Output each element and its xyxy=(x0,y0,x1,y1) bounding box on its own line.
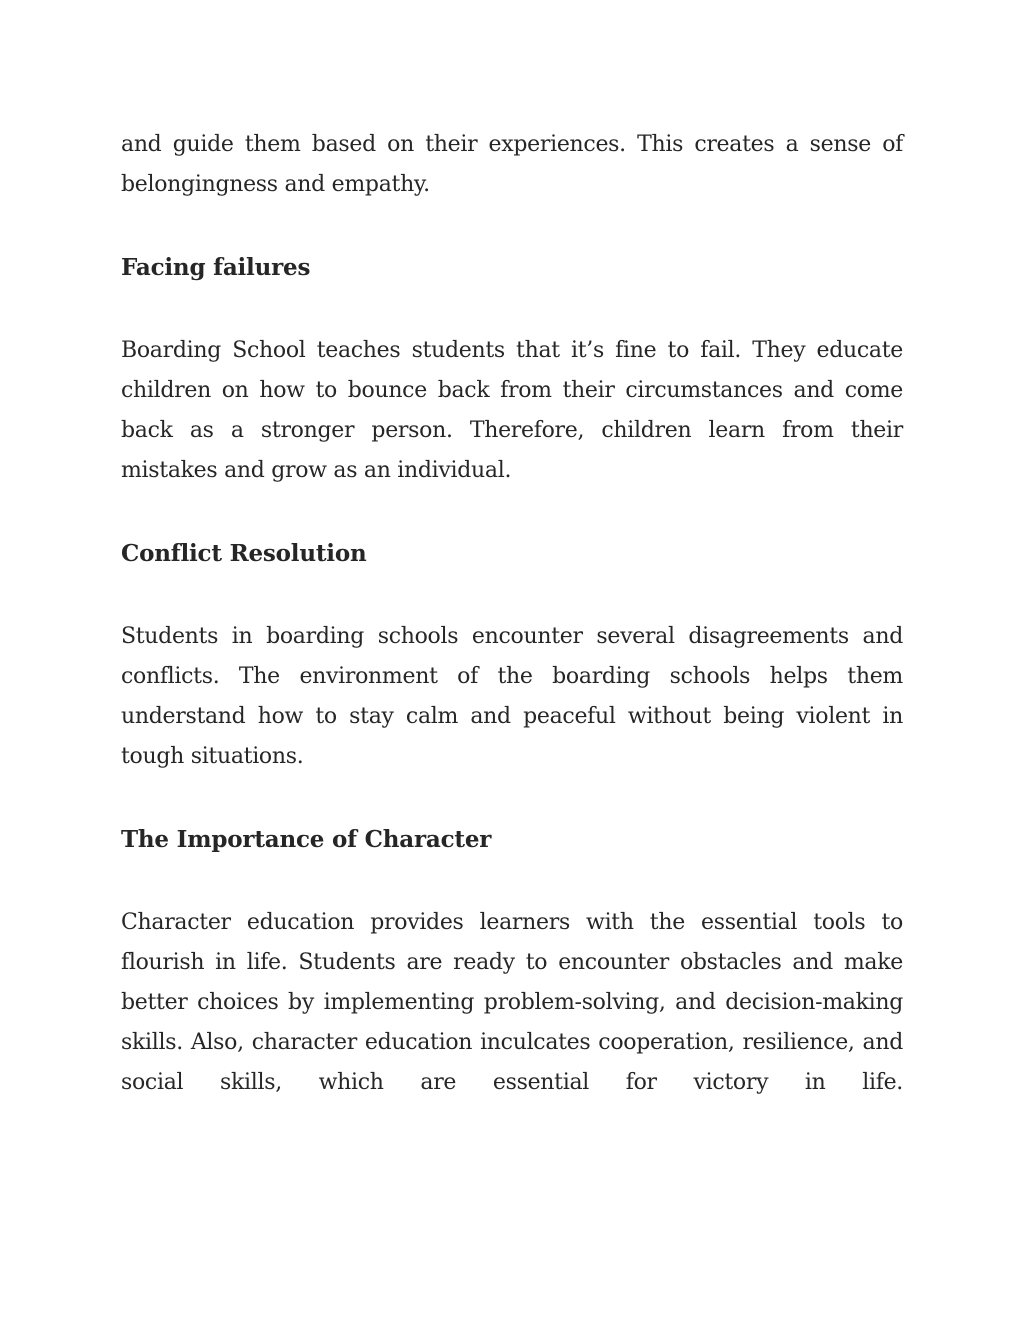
section-heading-facing-failures: Facing failures xyxy=(121,254,311,281)
section-paragraph-conflict-resolution: Students in boarding schools encounter several disagreements and conflicts. The environment of the boarding schools helps them understand how to stay calm and peaceful without being violent in tough situations. xyxy=(121,624,903,769)
spacer xyxy=(121,288,903,331)
section-heading-conflict-resolution: Conflict Resolution xyxy=(121,540,367,567)
spacer xyxy=(121,777,903,820)
section-paragraph-facing-failures: Boarding School teaches students that it’s fine to fail. They educate children on how to bounce back from their circumstances and come back as a stronger person. Therefore, children learn from their mistakes and grow as an individual. xyxy=(121,338,903,483)
spacer xyxy=(121,860,903,903)
section-paragraph-importance-of-character: Character education provides learners with the essential tools to flourish in life. Students are ready to encounter obstacles and make better choices by implementing problem-solving, and decision-making skills. Also, character education inculcates cooperation, resilience, and social skills, which are essential for victory in life. xyxy=(121,910,903,1095)
intro-paragraph: and guide them based on their experiences. This creates a sense of belongingness and empathy. xyxy=(121,132,903,197)
spacer xyxy=(121,574,903,617)
spacer xyxy=(121,205,903,248)
section-heading-importance-of-character: The Importance of Character xyxy=(121,826,492,853)
spacer xyxy=(121,491,903,534)
document-page xyxy=(121,125,903,1103)
